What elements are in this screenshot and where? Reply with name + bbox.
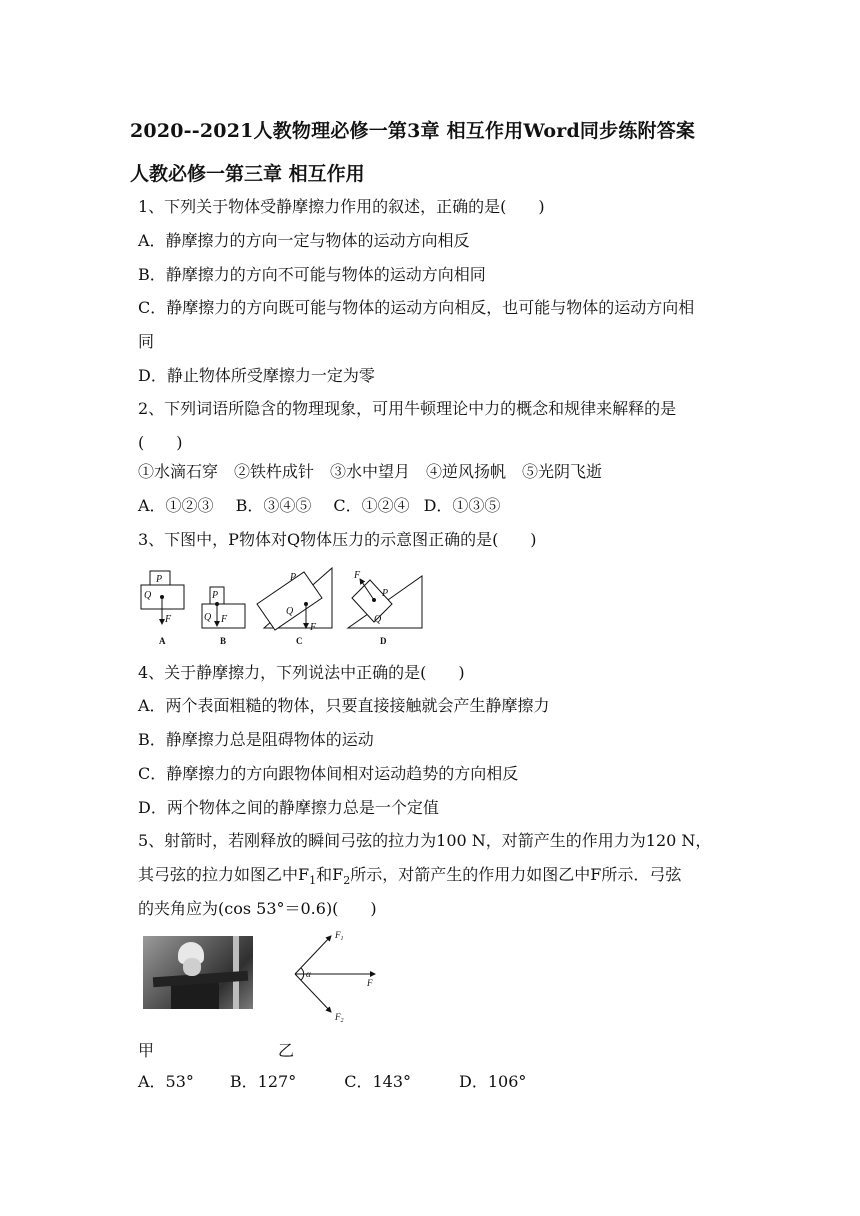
q5-force-vector-diagram <box>285 926 385 1026</box>
q4-option-b: B．静摩擦力总是阻碍物体的运动 <box>138 730 374 749</box>
q5-stem-line1: 5、射箭时，若刚释放的瞬间弓弦的拉力为100 N，对箭产生的作用力为120 N， <box>138 831 712 850</box>
q2-option-b: B．③④⑤ <box>235 496 312 515</box>
label-p: P <box>212 590 219 601</box>
q4-stem: 4、关于静摩擦力，下列说法中正确的是( ) <box>138 663 465 682</box>
q1-option-d: D．静止物体所受摩擦力一定为零 <box>138 366 375 385</box>
subscript-2: 2 <box>343 874 351 888</box>
q5-stem-line3: 的夹角应为(cos 53°＝0.6)( ) <box>138 899 377 918</box>
q5-option-a: A．53° <box>138 1072 194 1091</box>
label-d: D <box>380 636 387 646</box>
archer-photo <box>143 936 253 1009</box>
q4-option-c: C．静摩擦力的方向跟物体间相对运动趋势的方向相反 <box>138 764 519 783</box>
label-a: A <box>159 636 166 646</box>
label-q: Q <box>374 614 382 625</box>
label-q: Q <box>286 606 294 617</box>
q1-option-c-line1: C．静摩擦力的方向既可能与物体的运动方向相反，也可能与物体的运动方向相 <box>138 298 695 317</box>
q4-option-d: D．两个物体之间的静摩擦力总是一个定值 <box>138 798 439 817</box>
q3-figure-a <box>141 571 184 646</box>
q3-figure-d <box>348 570 422 646</box>
q5-option-d: D．106° <box>459 1072 527 1091</box>
q5-option-b: B．127° <box>229 1072 297 1091</box>
q3-stem: 3、下图中，P物体对Q物体压力的示意图正确的是( ) <box>138 530 537 549</box>
page-title: 2020--2021人教物理必修一第3章 相互作用Word同步练附答案 <box>130 120 696 142</box>
label-q: Q <box>204 612 212 623</box>
q1-option-b: B．静摩擦力的方向不可能与物体的运动方向相同 <box>138 265 486 284</box>
q5-text-part: 和F <box>316 865 344 884</box>
label-p: P <box>156 574 163 585</box>
q1-stem: 1、下列关于物体受静摩擦力作用的叙述，正确的是( ) <box>138 197 545 216</box>
label-q: Q <box>144 590 152 601</box>
q4-option-a: A．两个表面粗糙的物体，只要直接接触就会产生静摩擦力 <box>138 696 550 715</box>
subscript-1: 1 <box>309 874 317 888</box>
q2-option-a: A．①②③ <box>138 496 214 515</box>
q2-stem-line2: ( ) <box>138 433 183 452</box>
label-p: P <box>382 588 389 599</box>
q1-option-c-line2: 同 <box>138 332 155 351</box>
label-f1: $F_1$ <box>335 930 344 942</box>
label-alpha: α <box>306 969 311 979</box>
q1-option-a: A．静摩擦力的方向一定与物体的运动方向相反 <box>138 231 470 250</box>
chapter-heading: 人教必修一第三章 相互作用 <box>130 163 365 185</box>
q3-force-diagram <box>138 562 428 652</box>
label-p: P <box>290 572 297 583</box>
label-f: F <box>221 614 228 625</box>
q5-stem-line2 <box>138 865 681 891</box>
label-b: B <box>220 636 227 646</box>
q5-text-part: 其弓弦的拉力如图乙中F <box>138 865 310 884</box>
caption-yi: 乙 <box>278 1041 295 1060</box>
q5-text-part: 所示，对箭产生的作用力如图乙中F所示．弓弦 <box>350 865 682 884</box>
q2-items: ①水滴石穿 ②铁杵成针 ③水中望月 ④逆风扬帆 ⑤光阴飞逝 <box>138 462 603 481</box>
q2-option-c: C．①②④ <box>333 496 410 515</box>
label-f2: $F_2$ <box>335 1012 344 1024</box>
q3-figure-c <box>257 568 332 646</box>
q2-options <box>138 496 500 516</box>
caption-jia: 甲 <box>138 1041 155 1060</box>
q2-option-d: D．①③⑤ <box>423 496 501 515</box>
label-c: C <box>296 636 303 646</box>
q5-options <box>138 1072 526 1092</box>
q3-figure-b <box>202 587 245 646</box>
label-f: F <box>354 570 361 581</box>
q5-option-c: C．143° <box>344 1072 412 1091</box>
label-f: F <box>310 622 317 633</box>
archer-face-shape <box>183 958 201 976</box>
q2-stem-line1: 2、下列词语所隐含的物理现象，可用牛顿理论中力的概念和规律来解释的是 <box>138 399 677 418</box>
label-f: F <box>165 614 172 625</box>
label-f: F <box>367 978 373 988</box>
